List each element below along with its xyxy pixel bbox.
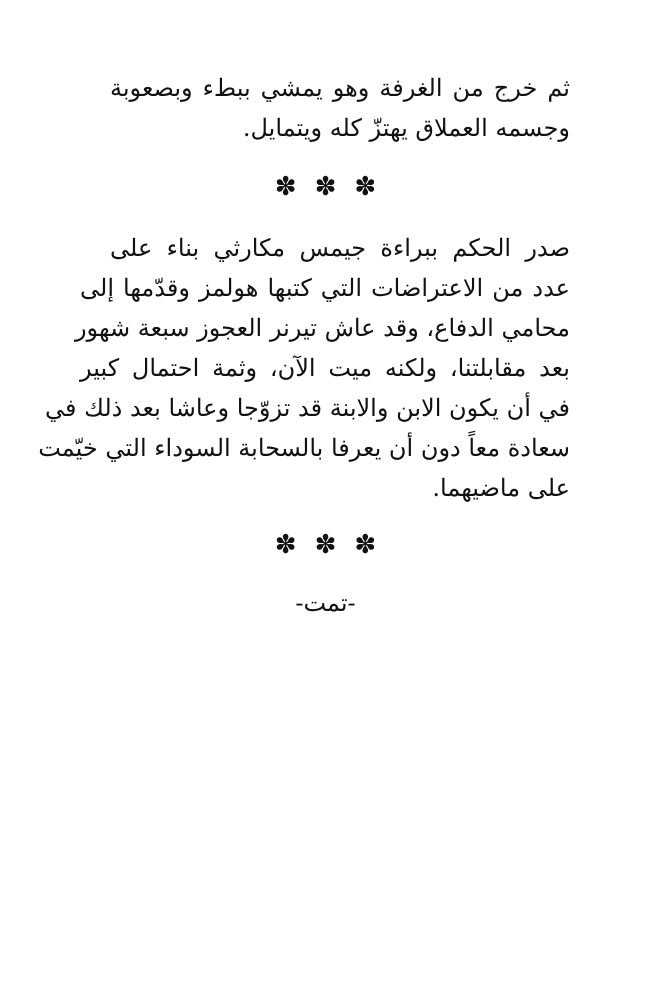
asterisk-ornament-icon: ✽	[314, 172, 337, 202]
asterisk-ornament-icon: ✽	[314, 530, 337, 560]
text-line: محامي الدفاع، وقد عاش تيرنر العجوز سبعة شهور	[74, 314, 570, 342]
text-line: بعد مقابلتنا، ولكنه ميت الآن، وثمة احتمال كبير	[80, 354, 570, 382]
text-line: وجسمه العملاق يهتزّ كله ويتمايل.	[242, 114, 570, 142]
text-line: صدر الحكم ببراءة جيمس مكارثي بناء على	[110, 234, 570, 262]
asterisk-ornament-icon: ✽	[354, 530, 377, 560]
section-separator	[0, 172, 651, 202]
text-line: عدد من الاعتراضات التي كتبها هولمز وقدّمها إلى	[80, 274, 570, 302]
asterisk-ornament-icon: ✽	[274, 530, 297, 560]
text-line: ثم خرج من الغرفة وهو يمشي ببطء وبصعوبة	[110, 74, 570, 102]
asterisk-ornament-icon: ✽	[274, 172, 297, 202]
section-separator	[0, 530, 651, 560]
asterisk-ornament-icon: ✽	[354, 172, 377, 202]
the-end-mark: -تمت-	[295, 589, 356, 617]
text-line: في أن يكون الابن والابنة قد تزوّجا وعاشا بعد ذلك في	[45, 394, 570, 422]
text-line: سعادة معاً دون أن يعرفا بالسحابة السوداء التي خيّمت	[38, 434, 570, 462]
text-line: على ماضيهما.	[432, 474, 570, 502]
